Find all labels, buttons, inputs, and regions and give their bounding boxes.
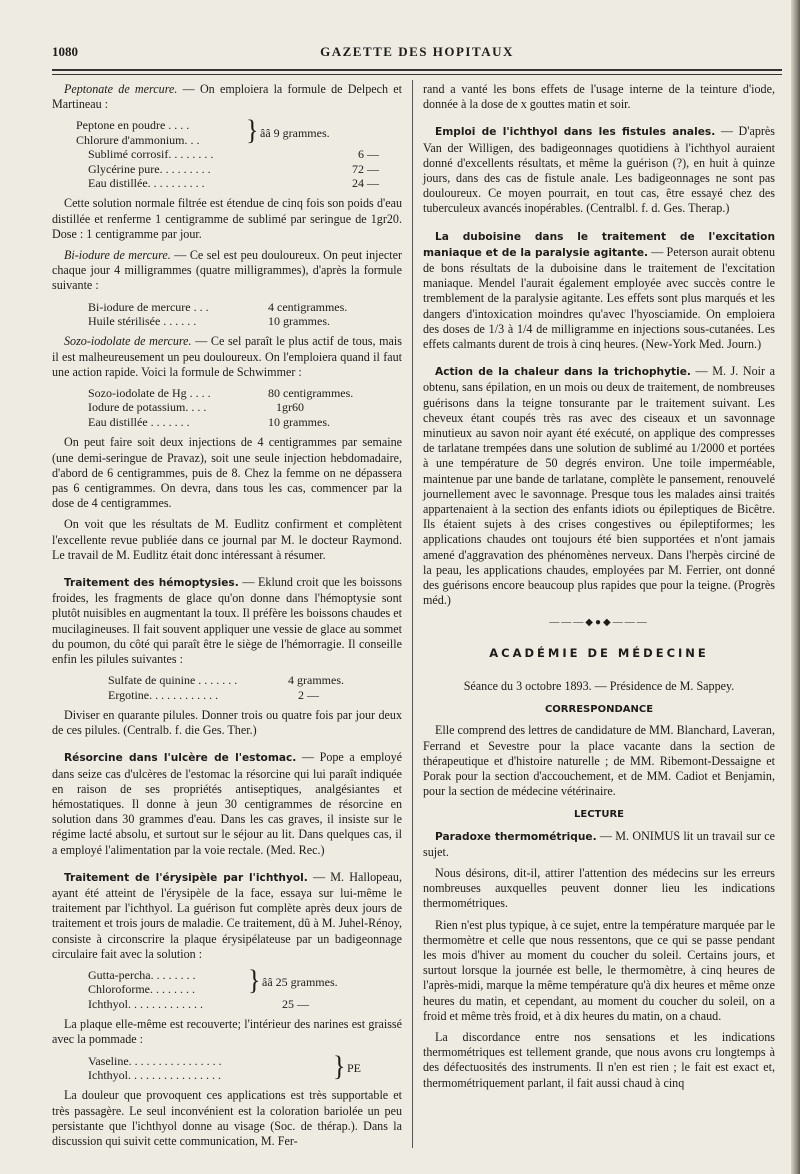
formula-block (88, 997, 402, 1011)
formula-line: Gutta-percha. . . . . . . . (88, 968, 196, 982)
paragraph: Cette solution normale filtrée est étendue de cinq fois son poids d'eau distillée et renferme 1 centigramme de sublimé par seringue de 1gr20. Dose : 1 centigramme par jour. (52, 196, 402, 241)
page-header (52, 44, 782, 64)
paragraph: Diviser en quarante pilules. Donner trois ou quatre fois par jour deux de ces pilules. (Centralb. f. die Ges. Ther.) (52, 707, 402, 738)
article-title: Emploi de l'ichthyol dans les fistules anales. (435, 126, 716, 139)
formula-line: Huile stérilisée . . . . . . (88, 314, 197, 329)
article-title: Traitement des hémoptysies. (64, 576, 239, 589)
formula-line: Ergotine. . . . . . . . . . . . (108, 687, 219, 702)
formula-qty: 6 — (358, 147, 379, 162)
formula-line: Iodure de potassium. . . . (88, 400, 207, 415)
paragraph: On voit que les résultats de M. Eudlitz confirment et complètent l'excellente revue publiée dans ce journal par M. le docteur Raymond. Le travail de M. Eudlitz était donc intéressant à résumer. (52, 517, 402, 562)
formula-qty: ââ 9 grammes. (260, 125, 330, 140)
subsection-title: LECTURE (573, 809, 624, 821)
paragraph: Elle comprend des lettres de candidature de MM. Blanchard, Laveran, Ferrand et Sevestre pour la place vacante dans la section de thérapeutique et d'histoire naturelle ; de MM. Ribemont-Dessaigne et Porak pour la section d'accouchement, et de MM. Cadiot et Benjamin, pour la section de médecine vétérinaire. (423, 723, 775, 799)
subsection-title: CORRESPONDANCE (544, 704, 654, 716)
formula-block (88, 386, 402, 429)
article-text: — M. ONIMUS lit un travail sur ce sujet. (423, 828, 775, 859)
paragraph (423, 229, 775, 353)
paragraph: On peut faire soit deux injections de 4 centigrammes par semaine (une demi-seringue de Pravaz), soit une seule injection hebdomadaire, d'abord de 6 centigrammes, puis de 8. Chez la femme on ne dépassera pas 6 centigrammes. On devra, dans tous les cas, commencer par la dose de 4 centigrammes. (52, 435, 402, 511)
header-rule-thin (52, 74, 782, 75)
article-title: Bi-iodure de mercure. (64, 248, 171, 263)
article-text: — M. J. Noir a obtenu, sans épilation, en un mois ou deux de traitement, de nombreuses guérisons dans la teigne tonsurante par le traitement suivant. Les cheveux étant coupés très ras avec des ciseaux et un savonnage minutieux au savon noir ayant été exécuté, on applique des compresses de tarlatane trempées dans une solution de sublimé au 1/2000 et portées à une température de 50 degrés environ. Une toile imperméable, maintenue par une bande de tarlatane, complète le pansement, renouvelé journellement avec le savonnage. Presque tous les malades ainsi traités appartenaient à la section des enfants idiots ou épileptiques de Bicêtre. Ils étaient sujets à des crises congestives ou épileptiformes; les applications chaudes ont toujours été bien supportées et n'ont jamais amené d'aggravation des phénomènes nerveux. Dans l'herpès circiné de la peau, les applications chaudes, employées par M. Ferrier, ont donné des guérisons encore beaucoup plus rapides que pour la teigne. (Progrès méd.) (423, 364, 775, 608)
paragraph: La douleur que provoquent ces applications est très supportable et très passagère. Le seul inconvénient est la coloration bariolée un peu persistante que l'ichthyol donne au visage (Soc. de thérap.). Dans la discussion qui suivit cette communication, M. Fer- (52, 1088, 402, 1149)
paragraph: La plaque elle-même est recouverte; l'intérieur des narines est graissé avec la pommade : (52, 1017, 402, 1047)
formula-qty: 1gr60 (276, 400, 304, 415)
formula-block (108, 673, 402, 702)
brace: } (333, 1049, 346, 1082)
paragraph (52, 82, 402, 112)
paragraph: Nous désirons, dit-il, attirer l'attention des médecins sur les erreurs nombreuses auxquelles peuvent donner lieu les indications thermométriques. (423, 865, 775, 911)
running-title: GAZETTE DES HOPITAUX (320, 44, 514, 59)
column-divider (412, 80, 413, 1148)
left-column (52, 82, 402, 1155)
page-number: 1080 (52, 44, 78, 59)
article-title: Action de la chaleur dans la trichophytie. (435, 366, 691, 379)
formula-qty: 10 grammes. (268, 314, 330, 329)
article-title: La duboisine dans le traitement de l'excitation maniaque et de la paralysie agitante. (423, 230, 775, 259)
header-rule-thick (52, 69, 782, 71)
article-text: — On emploiera la formule de Delpech et Martineau : (52, 82, 402, 112)
formula-qty: 10 grammes. (268, 414, 330, 429)
formula-block (88, 147, 402, 190)
formula-qty: 24 — (352, 176, 379, 191)
section-title: ACADÉMIE DE MÉDECINE (489, 645, 709, 660)
brace: } (246, 114, 259, 147)
article-text: — Peterson aurait obtenu de bons résultats de la duboisine dans le traitement de l'excitation maniaque. Mendel l'aurait également employée avec succès contre le tremblement de la paralysie agitante. Les effets sont plus marqués et les dangers d'intoxication moindres qu'avec l'hyosciamide. On emploiera des doses de 1/3 à 1/4 de milligramme en injections sous-cutanées. Les effets calmants durent de trois à cinq heures. (New-York Med. Journ.) (423, 244, 775, 352)
formula-qty: 2 — (298, 687, 319, 702)
article-text: — Eklund croit que les boissons froides, les fragments de glace qu'on donne dans l'hémoptysie sont plutôt nuisibles en augmentant la toux. Il préfère les boissons chaudes et mucilagineuses. Il fait souvent appliquer une vessie de glace au sommet du poumon, du côté qui paraît être le siège de l'hémorragie. Il conseille enfin les pilules suivantes : (52, 574, 402, 666)
formula-block (76, 114, 402, 147)
paragraph (423, 364, 775, 608)
formula-line: Ichthyol. . . . . . . . . . . . . (88, 996, 203, 1011)
formula-line: Sulfate de quinine . . . . . . . (108, 673, 238, 688)
formula-line: Eau distillée . . . . . . . (88, 414, 190, 429)
article-text: — D'après Van der Willigen, des badigeonnages quotidiens à l'ichthyol auraient donné d'excellents résultats, et même la guérison (?), en huit à quinze jours, dans des cas de fistule anale. Les badigeonnages ne sont pas douloureux. Ce moyen pourrait, en tout cas, être essayé chez des tuberculeux avancés inopérables. (Centralbl. f. d. Ges. Therap.) (423, 124, 775, 216)
formula-qty: 80 centigrammes. (268, 386, 354, 401)
formula-line: Sublimé corrosif. . . . . . . . (88, 147, 214, 162)
article-text: — Pope a employé dans seize cas d'ulcères de l'estomac la résorcine qui lui paraît indiquée en raison de ses propriétés antiseptiques, analgésiantes et hémostatiques. Il donne à jeun 30 centigrammes de résorcine en solution dans 30 grammes d'eau. Dans les cas graves, il insiste sur le régime lacté absolu, et surtout sur le séjour au lit. Dans quelques cas, il a employé l'alimentation par la voie rectale. (Med. Rec.) (52, 750, 402, 857)
formula-line: Sozo-iodolate de Hg . . . . (88, 386, 211, 401)
paragraph (52, 870, 402, 962)
paragraph (423, 829, 775, 860)
formula-line: Ichthyol. . . . . . . . . . . . . . . . (88, 1068, 221, 1083)
formula-line: Eau distillée. . . . . . . . . . (88, 176, 205, 191)
article-title: Sozo-iodolate de mercure. (64, 334, 192, 349)
formula-qty: 4 grammes. (288, 673, 344, 688)
article-title: Peptonate de mercure. (64, 82, 178, 96)
paragraph: rand a vanté les bons effets de l'usage interne de la teinture d'iode, donnée à la dose de x gouttes matin et soir. (423, 82, 775, 112)
formula-qty: 72 — (352, 161, 379, 176)
formula-block (88, 300, 402, 329)
formula-line: Peptone en poudre . . . . (76, 118, 190, 133)
right-column (423, 82, 775, 1097)
paragraph (423, 124, 775, 216)
formula-qty: 25 — (282, 996, 309, 1011)
article-text: — Ce sel paraît le plus actif de tous, mais il est malheureusement un peu douloureux. On l'emploiera quand il faut une action rapide. Voici la formule de Schwimmer : (52, 334, 402, 379)
paragraph: Rien n'est plus typique, à ce sujet, entre la température marquée par le thermomètre et celle que nous ressentons, que ce qui se passe pendant les mois d'hiver au moment du coucher du soleil. Certains jours, et surtout lorsque la journée est belle, le thermomètre, à cinq heures de l'après-midi, marque la même température qu'à dix heures et même onze heures du matin, et cependant, au moment du coucher du soleil, on a froid et même très froid, et à dix heures du matin, on a chaud. (423, 917, 775, 1023)
formula-line: Vaseline. . . . . . . . . . . . . . . . (88, 1053, 222, 1068)
article-text: — Ce sel est peu douloureux. On peut injecter chaque jour 4 milligrammes (quatre milligrammes), d'après la formule suivante : (52, 248, 402, 293)
article-title: Traitement de l'érysipèle par l'ichthyol. (64, 871, 308, 884)
session-line: Séance du 3 octobre 1893. — Présidence de M. Sappey. (463, 678, 735, 693)
paragraph (52, 248, 402, 294)
article-text: — M. Hallopeau, ayant été atteint de l'érysipèle de la face, essaya sur lui-même le traitement par l'ichthyol. La guérison fut complète après deux jours de traitement et trois jours de maladie. Ce traitement, dû à M. Juhel-Rénoy, consiste à circonscrire la plaque érysipélateuse par un badigeonnage circulaire fait avec la solution : (52, 869, 402, 961)
article-title: Paradoxe thermométrique. (435, 830, 597, 843)
paragraph (52, 575, 402, 667)
formula-line: Chlorure d'ammonium. . . (76, 132, 200, 147)
ornament-divider: ———◆●◆——— (549, 616, 649, 628)
formula-block (88, 1049, 402, 1083)
formula-line: Chloroforme. . . . . . . . (88, 982, 195, 997)
formula-line: Glycérine pure. . . . . . . . . (88, 161, 211, 176)
formula-qty: 4 centigrammes. (268, 299, 348, 314)
formula-qty: ââ 25 grammes. (262, 975, 338, 990)
formula-line: Bi-iodure de mercure . . . (88, 299, 209, 314)
paragraph (52, 750, 402, 857)
paragraph: La discordance entre nos sensations et les indications thermométriques est tellement grande, que nous avons cru longtemps à des défectuosités des instruments. Il n'en est rien ; le fait est exact et, thermométriquement parlant, il fait aussi chaud à cinq (423, 1029, 775, 1090)
article-title: Résorcine dans l'ulcère de l'estomac. (64, 752, 297, 765)
formula-qty: PE (347, 1060, 362, 1075)
page-edge (791, 0, 800, 1174)
formula-block (88, 964, 402, 997)
brace: } (248, 964, 261, 997)
paragraph (52, 334, 402, 380)
